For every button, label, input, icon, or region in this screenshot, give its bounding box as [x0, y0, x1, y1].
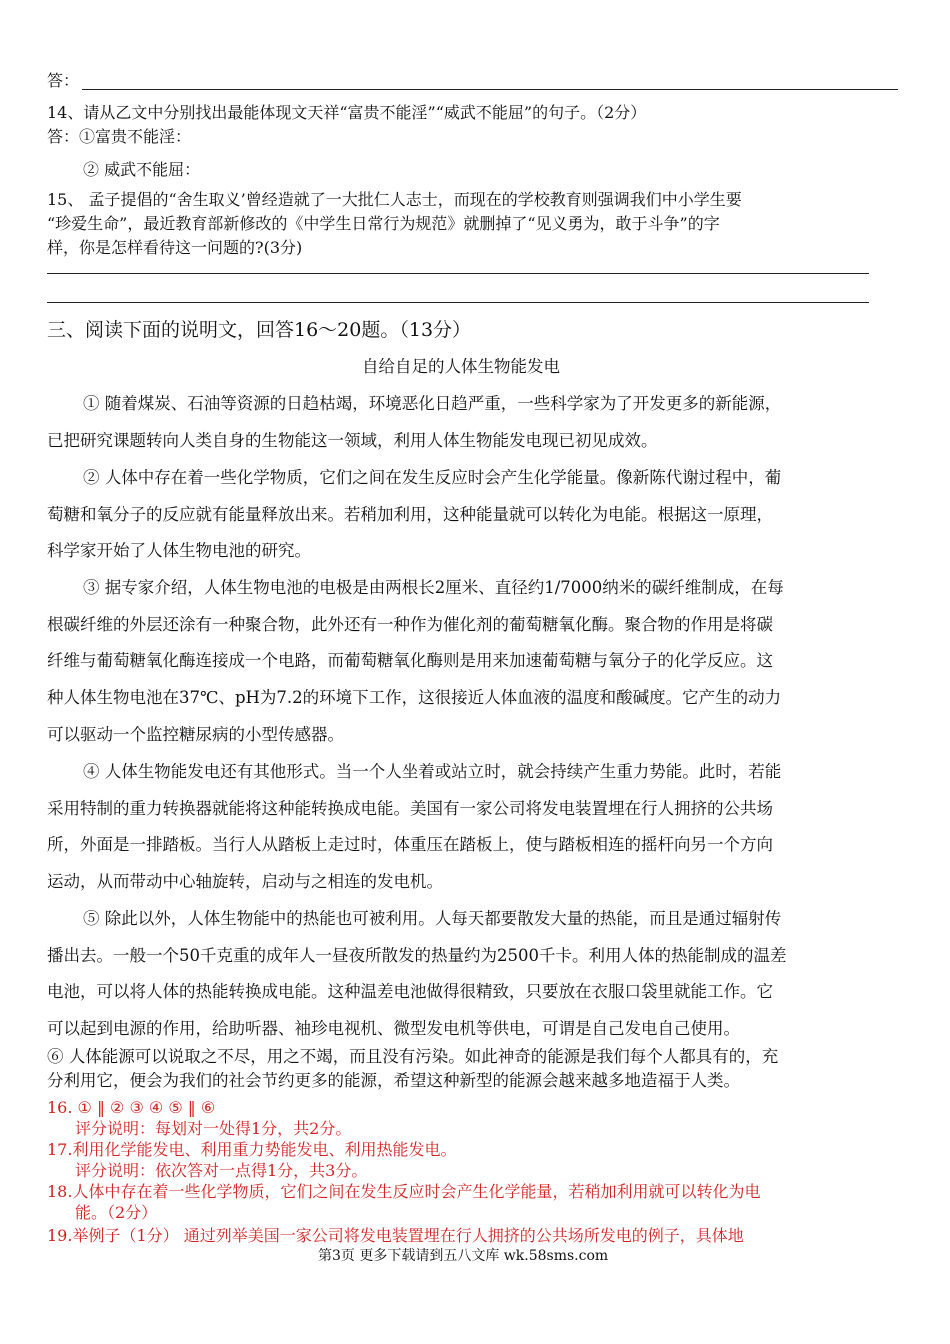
answer-16-note: 评分说明：每划对一处得1分，共2分。 [75, 1119, 352, 1138]
article-p2-line-3: 科学家开始了人体生物电池的研究。 [47, 541, 311, 560]
q15-line-3: 样，你是怎样看待这一问题的?(3分) [47, 238, 303, 257]
answer-18-line-1: 18.人体中存在着一些化学物质，它们之间在发生反应时会产生化学能量，若稍加利用就可以转化为电 [47, 1182, 761, 1201]
article-p3-line-2: 根碳纤维的外层还涂有一种聚合物，此外还有一种作为催化剂的葡萄糖氧化酶。聚合物的作用是将碳 [47, 615, 773, 634]
q15-line-2: “珍爱生命”，最近教育部新修改的《中学生日常行为规范》就删掉了“见义勇为，敢于斗争”的字 [47, 214, 720, 233]
q15-answer-rule-2 [47, 302, 869, 303]
q14-question: 14、请从乙文中分别找出最能体现文天祥“富贵不能淫”“威武不能屈”的句子。（2分） [47, 103, 647, 122]
article-p4-line-2: 采用特制的重力转换器就能将这种能转换成电能。美国有一家公司将发电装置埋在行人拥挤的公共场 [47, 799, 773, 818]
page-footer: 第3页 更多下载请到五八文库 wk.58sms.com [318, 1248, 609, 1264]
answer-18-line-2: 能。（2分） [75, 1203, 158, 1222]
article-p5-line-2: 播出去。一般一个50千克重的成年人一昼夜所散发的热量约为2500千卡。利用人体的热能制成的温差 [47, 946, 787, 965]
article-p4-line-3: 所，外面是一排踏板。当行人从踏板上走过时，体重压在踏板上，使与踏板相连的摇杆向另一个方向 [47, 835, 773, 854]
article-p1-line-2: 已把研究课题转向人类自身的生物能这一领域，利用人体生物能发电现已初见成效。 [47, 431, 658, 450]
answer-17-note: 评分说明：依次答对一点得1分，共3分。 [75, 1161, 368, 1180]
article-p4-line-4: 运动，从而带动中心轴旋转，启动与之相连的发电机。 [47, 872, 443, 891]
article-p2-line-1: ② 人体中存在着一些化学物质，它们之间在发生反应时会产生化学能量。像新陈代谢过程中，葡 [83, 468, 782, 487]
q14-answer-1: 答：①富贵不能淫： [47, 127, 192, 146]
answer-16: 16. ① ‖ ② ③ ④ ⑤ ‖ ⑥ [47, 1098, 216, 1117]
answer-17: 17.利用化学能发电、利用重力势能发电、利用热能发电。 [47, 1140, 457, 1159]
q15-answer-rule-1 [47, 273, 869, 274]
article-p1-line-1: ① 随着煤炭、石油等资源的日趋枯竭，环境恶化日趋严重，一些科学家为了开发更多的新能源， [83, 394, 782, 413]
q14-answer-2: ② 威武不能屈： [83, 160, 201, 179]
answer-19: 19.举例子（1分） 通过列举美国一家公司将发电装置埋在行人拥挤的公共场所发电的例子，具体地 [47, 1226, 744, 1245]
article-p3-line-4: 种人体生物电池在37℃、pH为7.2的环境下工作，这很接近人体血液的温度和酸碱度。它产生的动力 [47, 688, 782, 707]
article-title: 自给自足的人体生物能发电 [362, 357, 560, 376]
article-p5-line-1: ⑤ 除此以外，人体生物能中的热能也可被利用。人每天都要散发大量的热能，而且是通过辐射传 [83, 909, 782, 928]
q15-line-1: 15、 孟子提倡的“舍生取义’曾经造就了一大批仁人志士，而现在的学校教育则强调我们中小学生要 [47, 190, 742, 209]
article-p6-line-1: ⑥ 人体能源可以说取之不尽，用之不竭，而且没有污染。如此神奇的能源是我们每个人都具有的，充 [47, 1047, 779, 1066]
article-p5-line-3: 电池，可以将人体的热能转换成电能。这种温差电池做得很精致，只要放在衣服口袋里就能工作。它 [47, 982, 773, 1001]
article-p4-line-1: ④ 人体生物能发电还有其他形式。当一个人坐着或站立时，就会持续产生重力势能。此时，若能 [83, 762, 782, 781]
article-p6-line-2: 分利用它，便会为我们的社会节约更多的能源，希望这种新型的能源会越来越多地造福于人类。 [47, 1071, 740, 1090]
article-p2-line-2: 萄糖和氧分子的反应就有能量释放出来。若稍加利用，这种能量就可以转化为电能。根据这一原理， [47, 505, 773, 524]
q13-answer-prefix: 答： [47, 71, 80, 90]
article-p3-line-1: ③ 据专家介绍，人体生物电池的电极是由两根长2厘米、直径约1/7000纳米的碳纤维制成，在每 [83, 578, 784, 597]
section3-heading: 三、阅读下面的说明文，回答16～20题。（13分） [47, 319, 472, 341]
article-p5-line-4: 可以起到电源的作用，给助听器、袖珍电视机、微型发电机等供电，可谓是自己发电自己使用。 [47, 1019, 740, 1038]
q13-answer-rule [82, 89, 898, 90]
article-p3-line-3: 纤维与葡萄糖氧化酶连接成一个电路，而葡萄糖氧化酶则是用来加速葡萄糖与氧分子的化学反应。这 [47, 651, 773, 670]
article-p3-line-5: 可以驱动一个监控糖尿病的小型传感器。 [47, 725, 344, 744]
